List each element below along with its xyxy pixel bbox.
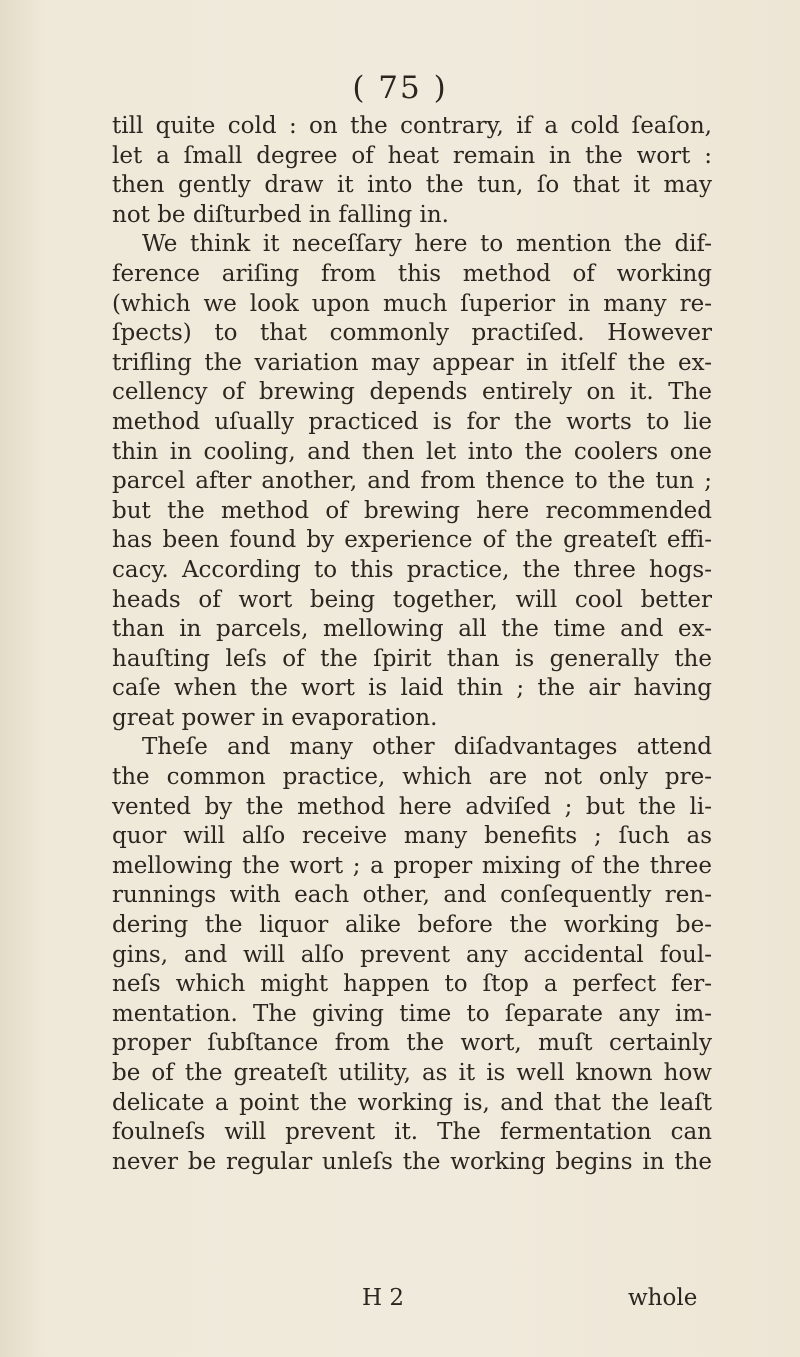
text-line: Theſe and many other diſadvantages attend bbox=[142, 734, 712, 761]
text-line: caſe when the wort is laid thin ; the air having bbox=[112, 675, 712, 702]
text-line: cacy. According to this practice, the three hogs- bbox=[112, 556, 712, 583]
text-line: great power in evaporation. bbox=[112, 704, 438, 731]
text-line: hauſting leſs of the ſpirit than is generally the bbox=[112, 645, 712, 672]
text-line: not be diſturbed in falling in. bbox=[112, 201, 449, 228]
catchword: whole bbox=[628, 1285, 698, 1311]
text-line: runnings with each other, and conſequently ren- bbox=[112, 882, 712, 909]
page-footer bbox=[0, 1283, 800, 1313]
text-line: vented by the method here adviſed ; but the li- bbox=[112, 793, 712, 820]
body-text bbox=[112, 112, 712, 1177]
text-line: let a ſmall degree of heat remain in the wort : bbox=[112, 142, 712, 169]
signature-mark: H 2 bbox=[362, 1285, 405, 1311]
text-line: never be regular unleſs the working begins in the bbox=[112, 1148, 712, 1175]
text-line: quor will alſo receive many benefits ; ſuch as bbox=[112, 823, 712, 850]
text-line: gins, and will alſo prevent any accidental foul- bbox=[112, 941, 712, 968]
text-line: delicate a point the working is, and that the leaſt bbox=[112, 1089, 712, 1116]
text-line: thin in cooling, and then let into the coolers one bbox=[112, 438, 712, 465]
text-line: neſs which might happen to ſtop a perfect fer- bbox=[112, 971, 712, 998]
text-line: till quite cold : on the contrary, if a cold ſeaſon, bbox=[112, 113, 712, 139]
text-line: proper ſubſtance from the wort, muſt certainly bbox=[112, 1030, 712, 1057]
text-line: mentation. The giving time to ſeparate any im- bbox=[112, 1000, 712, 1027]
text-line: has been found by experience of the greateſt effi- bbox=[112, 527, 712, 554]
text-line: then gently draw it into the tun, ſo that it may bbox=[112, 172, 712, 199]
text-line: dering the liquor alike before the working be- bbox=[112, 912, 712, 939]
text-line: be of the greateſt utility, as it is well known how bbox=[112, 1060, 712, 1086]
text-line: mellowing the wort ; a proper mixing of the three bbox=[112, 852, 712, 879]
text-line: foulneſs will prevent it. The fermentation can bbox=[112, 1119, 712, 1146]
text-line: cellency of brewing depends entirely on it. The bbox=[112, 379, 712, 406]
text-line: (which we look upon much ſuperior in many re- bbox=[112, 290, 712, 317]
text-line: method uſually practiced is for the worts to lie bbox=[112, 408, 712, 435]
text-line: heads of wort being together, will cool better bbox=[112, 586, 712, 613]
text-line: ference ariſing from this method of working bbox=[112, 260, 712, 287]
text-line: the common practice, which are not only pre- bbox=[112, 764, 712, 791]
text-line: trifling the variation may appear in itſelf the ex- bbox=[112, 349, 712, 376]
text-line: We think it neceſſary here to mention the dif- bbox=[142, 231, 712, 258]
text-line: parcel after another, and from thence to the tun ; bbox=[112, 468, 712, 495]
text-line: ſpects) to that commonly practiſed. However bbox=[112, 320, 712, 347]
text-line: than in parcels, mellowing all the time and ex- bbox=[112, 616, 712, 643]
page-number: ( 75 ) bbox=[352, 70, 448, 106]
text-line: but the method of brewing here recommended bbox=[112, 497, 712, 524]
